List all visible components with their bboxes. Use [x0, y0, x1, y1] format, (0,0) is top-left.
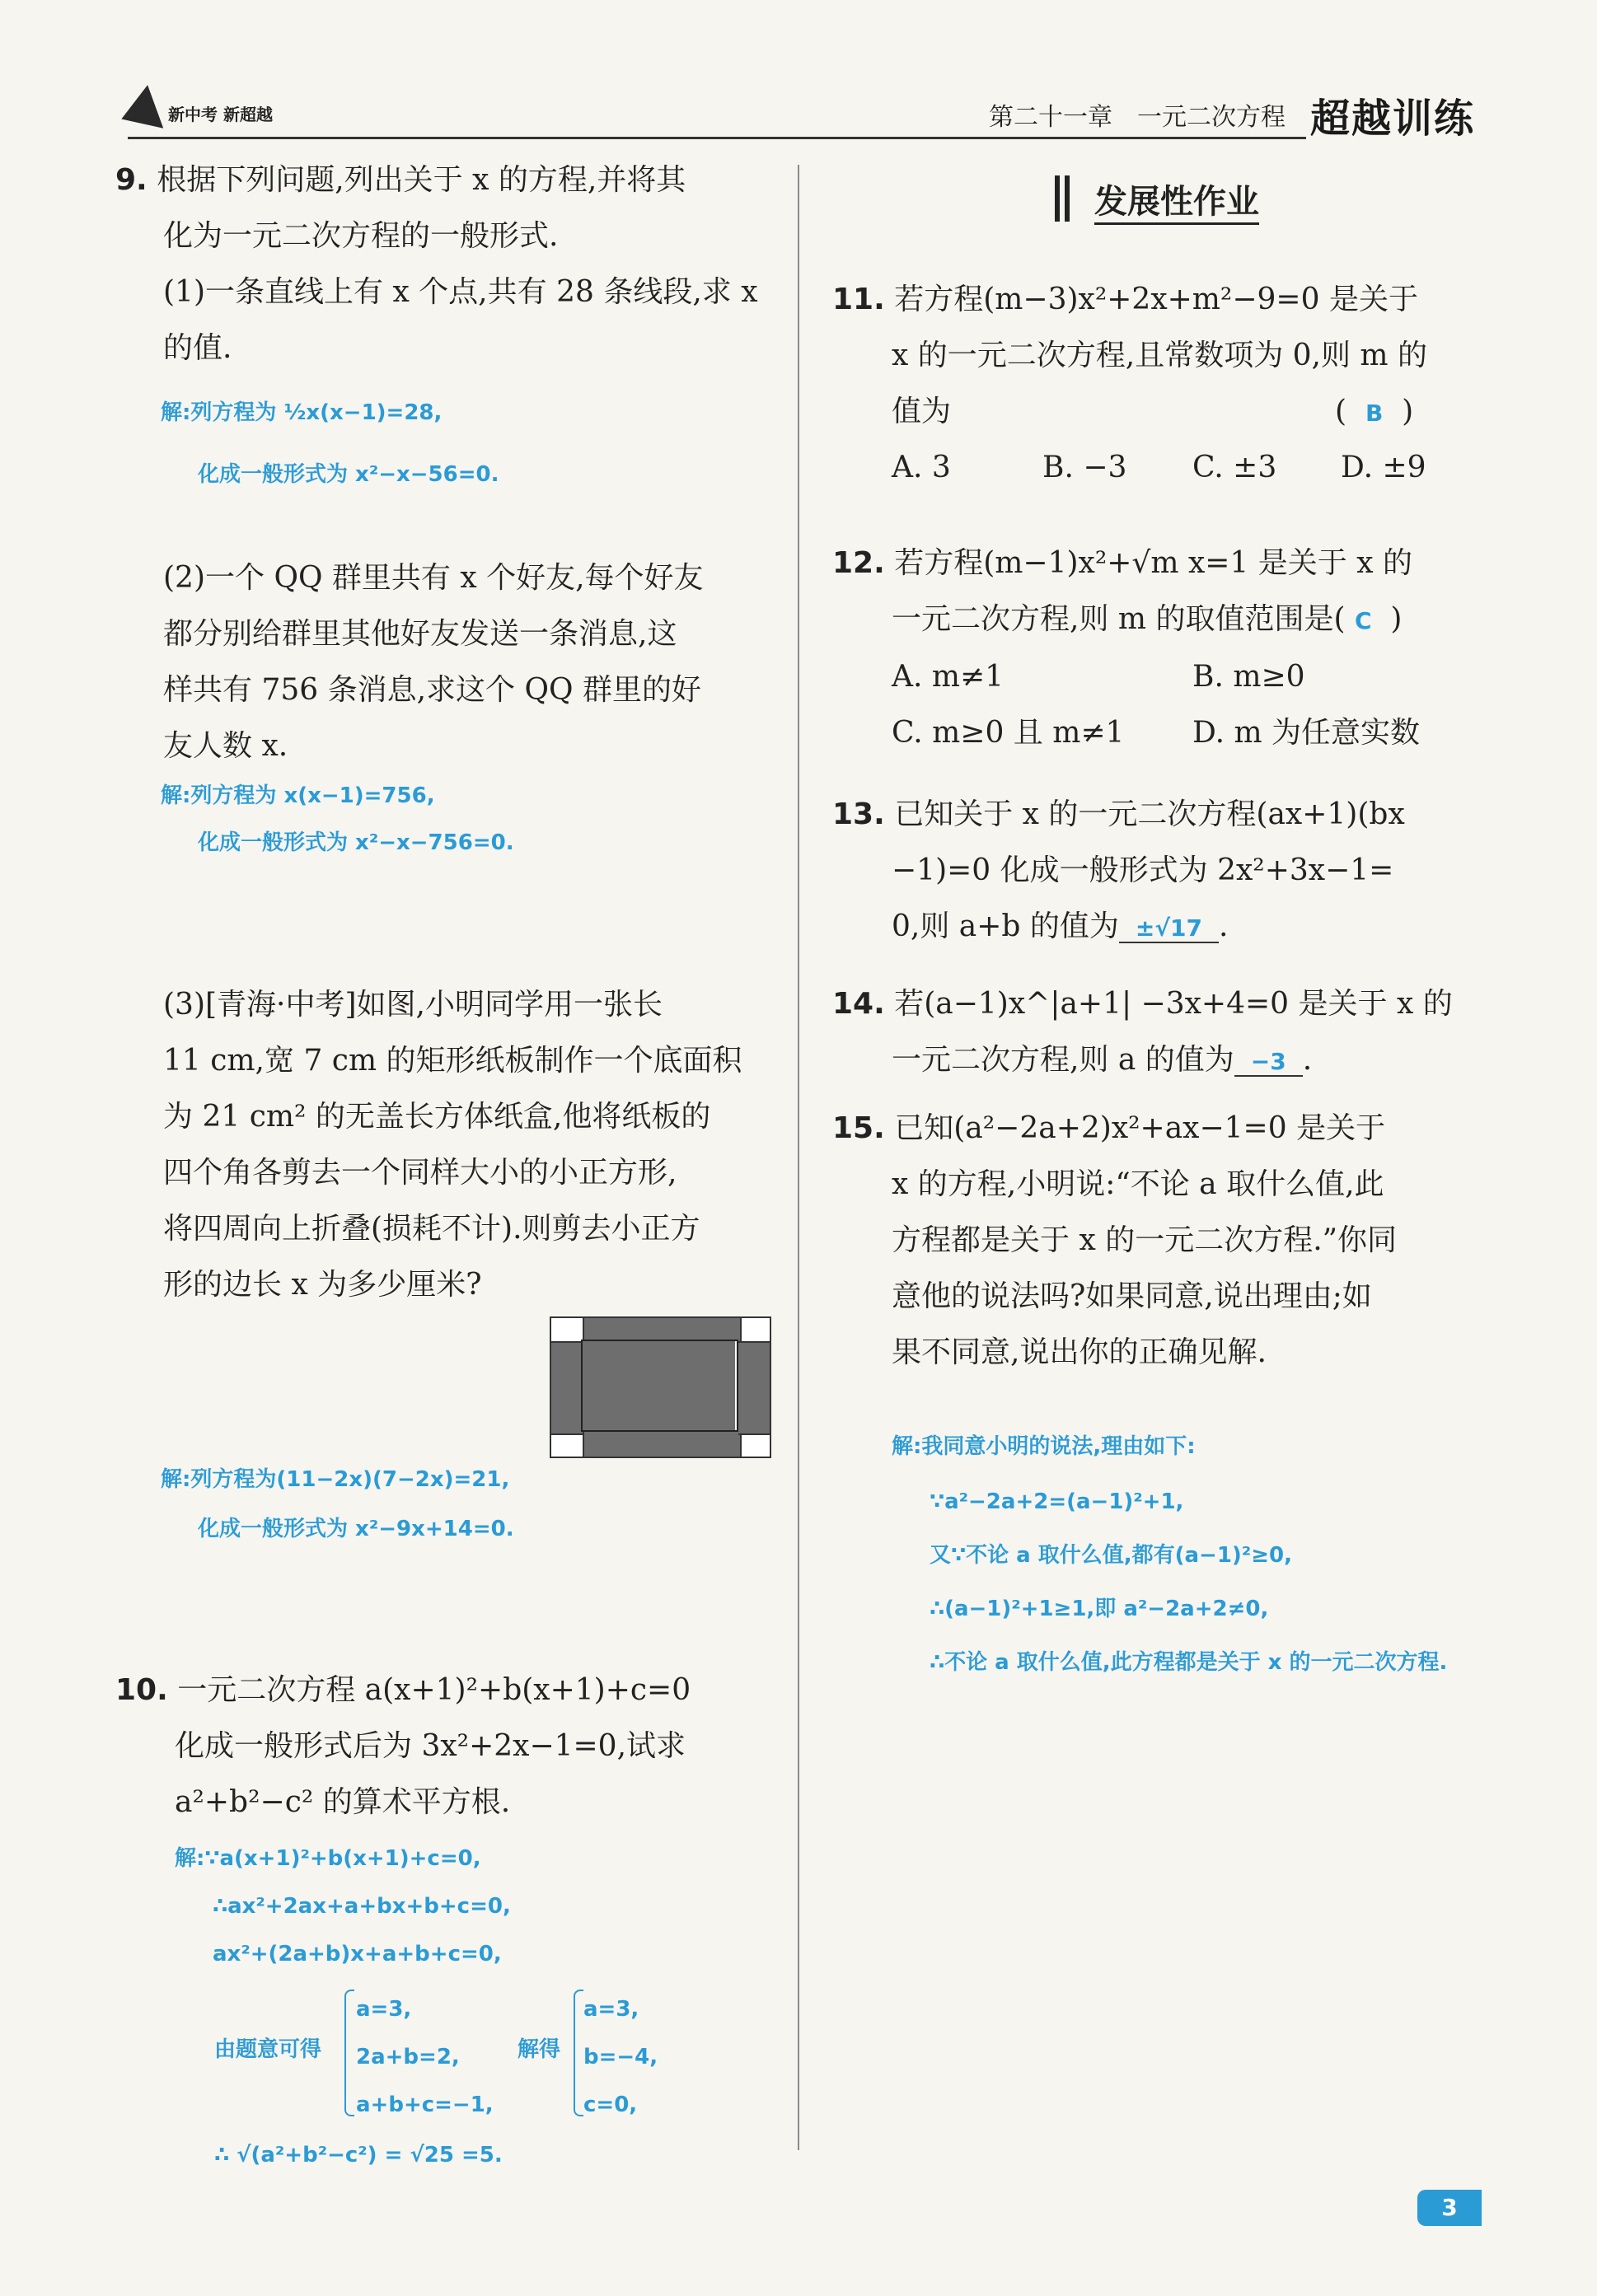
question-text: −1)=0 化成一般形式为 2x²+3x−1= [892, 853, 1394, 887]
question-text: x 的一元二次方程,且常数项为 0,则 m 的 [892, 339, 1428, 372]
question-text: 若方程(m−1)x²+√m x=1 是关于 x 的 [894, 546, 1412, 580]
question-text: 已知(a²−2a+2)x²+ax−1=0 是关于 [894, 1111, 1386, 1145]
publisher-logo [115, 87, 280, 136]
question-12 [832, 535, 1492, 761]
section-title [1055, 169, 1302, 227]
paren: ) [1390, 602, 1403, 636]
answer-line: ∵a²−2a+2=(a−1)²+1, [930, 1489, 1184, 1514]
subquestion-text: 为 21 cm² 的无盖长方体纸盒,他将纸板的 [163, 1100, 711, 1134]
subquestion-text: 将四周向上折叠(损耗不计).则剪去小正方 [163, 1212, 700, 1246]
option: B. −3 [1042, 451, 1127, 484]
figure-flap-top [583, 1318, 742, 1341]
options-row [832, 705, 1492, 761]
answer-line: 化成一般形式为 x²−x−56=0. [198, 462, 499, 487]
subquestion-text: 的值. [163, 331, 232, 365]
system-line: c=0, [583, 2093, 638, 2117]
question-14 [832, 976, 1492, 1090]
answer-line: ∴(a−1)²+1≥1,即 a²−2a+2≠0, [930, 1597, 1269, 1621]
system-line: 2a+b=2, [356, 2045, 460, 2069]
question-9-part-2 [163, 550, 773, 774]
punctuation: . [1302, 1043, 1313, 1077]
system-line: a=3, [356, 1997, 412, 2022]
question-text: 已知关于 x 的一元二次方程(ax+1)(bx [894, 797, 1405, 831]
question-text: 果不同意,说出你的正确见解. [892, 1335, 1267, 1369]
question-text-row [832, 592, 1492, 649]
punctuation: . [1219, 910, 1229, 943]
question-text: 意他的说法吗?如果同意,说出理由;如 [892, 1279, 1372, 1313]
question-11 [832, 272, 1492, 496]
answer-line: 解:∵a(x+1)²+b(x+1)+c=0, [175, 1846, 481, 1871]
subquestion-text: 都分别给群里其他好友发送一条消息,这 [163, 617, 677, 651]
question-text-row [832, 384, 1492, 440]
figure-flap-bottom [583, 1432, 742, 1457]
question-text: 化成一般形式后为 3x²+2x−1=0,试求 [175, 1729, 686, 1763]
column-divider [798, 165, 799, 2150]
system-line: b=−4, [583, 2045, 658, 2069]
question-text: 根据下列问题,列出关于 x 的方程,并将其 [157, 163, 686, 197]
question-9-part-3 [163, 977, 773, 1313]
answer-line: ∴ √(a²+b²−c²) = √25 =5. [214, 2143, 503, 2167]
system-line: a+b+c=−1, [356, 2093, 494, 2117]
subquestion-text: 11 cm,宽 7 cm 的矩形纸板制作一个底面积 [163, 1044, 742, 1078]
system-line: a=3, [583, 1997, 639, 2022]
answer-line: 解:我同意小明的说法,理由如下: [892, 1434, 1196, 1459]
answer-line: 解:列方程为 ½x(x−1)=28, [161, 400, 443, 425]
question-13 [832, 787, 1492, 956]
subquestion-text: (3)[青海·中考]如图,小明同学用一张长 [163, 988, 663, 1022]
question-number: 15. [832, 1111, 885, 1145]
question-text: 一元二次方程,则 a 的值为 [892, 1043, 1234, 1077]
subquestion-text: (2)一个 QQ 群里共有 x 个好友,每个好友 [163, 561, 704, 595]
question-number: 14. [832, 987, 885, 1021]
paren: ( [1335, 395, 1347, 428]
question-text: x 的方程,小明说:“不论 a 取什么值,此 [892, 1167, 1384, 1201]
answer-line: 解:列方程为(11−2x)(7−2x)=21, [161, 1467, 510, 1492]
question-number: 10. [115, 1673, 168, 1707]
answer-line: 又∵不论 a 取什么值,都有(a−1)²≥0, [930, 1543, 1292, 1568]
subquestion-text: 样共有 756 条消息,求这个 QQ 群里的好 [163, 673, 701, 707]
figure-fold-line [581, 1340, 738, 1432]
answer-line: 解:列方程为 x(x−1)=756, [161, 783, 435, 808]
page-number: 3 [1417, 2190, 1482, 2226]
options-row [832, 440, 1492, 496]
question-number: 9. [115, 163, 148, 197]
question-text: 一元二次方程,则 m 的取值范围是( [892, 602, 1346, 636]
option: B. m≥0 [1192, 660, 1305, 694]
answer-line: 化成一般形式为 x²−x−756=0. [198, 830, 514, 855]
option: D. ±9 [1341, 451, 1426, 484]
subquestion-text: 四个角各剪去一个同样大小的小正方形, [163, 1156, 677, 1190]
header-rule [128, 137, 1306, 139]
option: C. ±3 [1192, 451, 1277, 484]
answer-choice: B [1365, 400, 1384, 427]
cardboard-figure [550, 1316, 771, 1458]
options-row [832, 649, 1492, 705]
answer-line: 化成一般形式为 x²−9x+14=0. [198, 1517, 514, 1541]
paren: ) [1402, 395, 1414, 428]
answer-choice: C [1354, 607, 1372, 634]
answer-line: ∴不论 a 取什么值,此方程都是关于 x 的一元二次方程. [930, 1650, 1448, 1675]
brace-icon [344, 1990, 354, 2116]
bars-icon [1055, 175, 1088, 222]
question-text: 若(a−1)x^|a+1| −3x+4=0 是关于 x 的 [894, 987, 1453, 1021]
question-10 [115, 1662, 775, 1831]
question-text: a²+b²−c² 的算术平方根. [175, 1785, 511, 1819]
question-text: 一元二次方程 a(x+1)²+b(x+1)+c=0 [177, 1673, 691, 1707]
option: C. m≥0 且 m≠1 [892, 716, 1125, 750]
answer-label: 由题意可得 [214, 2037, 322, 2062]
question-text: 0,则 a+b 的值为 [892, 910, 1119, 943]
question-number: 12. [832, 546, 885, 580]
solution-system [583, 1985, 658, 2129]
equation-system [356, 1985, 494, 2129]
question-9 [115, 152, 775, 376]
question-number: 13. [832, 797, 885, 831]
brand-title: 超越训练 [1310, 96, 1476, 142]
arrow-icon [114, 85, 163, 141]
answer-paren [1335, 384, 1413, 442]
answer-line: ∴ax²+2ax+a+bx+b+c=0, [213, 1894, 511, 1919]
figure-flap-right [738, 1341, 770, 1435]
question-text-row [832, 899, 1492, 956]
subquestion-text: (1)一条直线上有 x 个点,共有 28 条线段,求 x [163, 275, 758, 309]
page-header [115, 87, 1483, 144]
question-15 [832, 1101, 1492, 1381]
figure-flap-left [551, 1341, 583, 1435]
logo-text: 新中考 新超越 [168, 105, 273, 124]
question-text: 若方程(m−3)x²+2x+m²−9=0 是关于 [894, 283, 1418, 316]
question-text: 方程都是关于 x 的一元二次方程.”你同 [892, 1223, 1398, 1257]
subquestion-text: 形的边长 x 为多少厘米? [163, 1268, 482, 1302]
answer-line: ax²+(2a+b)x+a+b+c=0, [213, 1942, 502, 1966]
option: A. 3 [892, 451, 951, 484]
section-title-label: 发展性作业 [1094, 175, 1259, 225]
answer-blank: ±√17 [1119, 914, 1219, 943]
option: D. m 为任意实数 [1192, 716, 1421, 750]
question-number: 11. [832, 283, 885, 316]
question-text: 化为一元二次方程的一般形式. [163, 219, 559, 253]
chapter-title: 第二十一章 一元二次方程 [989, 103, 1286, 132]
option: A. m≠1 [892, 660, 1005, 694]
answer-blank: −3 [1234, 1048, 1303, 1077]
subquestion-text: 友人数 x. [163, 729, 288, 763]
answer-label: 解得 [518, 2037, 561, 2062]
question-text-row [832, 1032, 1492, 1090]
question-text: 值为 [892, 395, 952, 428]
brace-icon [574, 1990, 583, 2116]
